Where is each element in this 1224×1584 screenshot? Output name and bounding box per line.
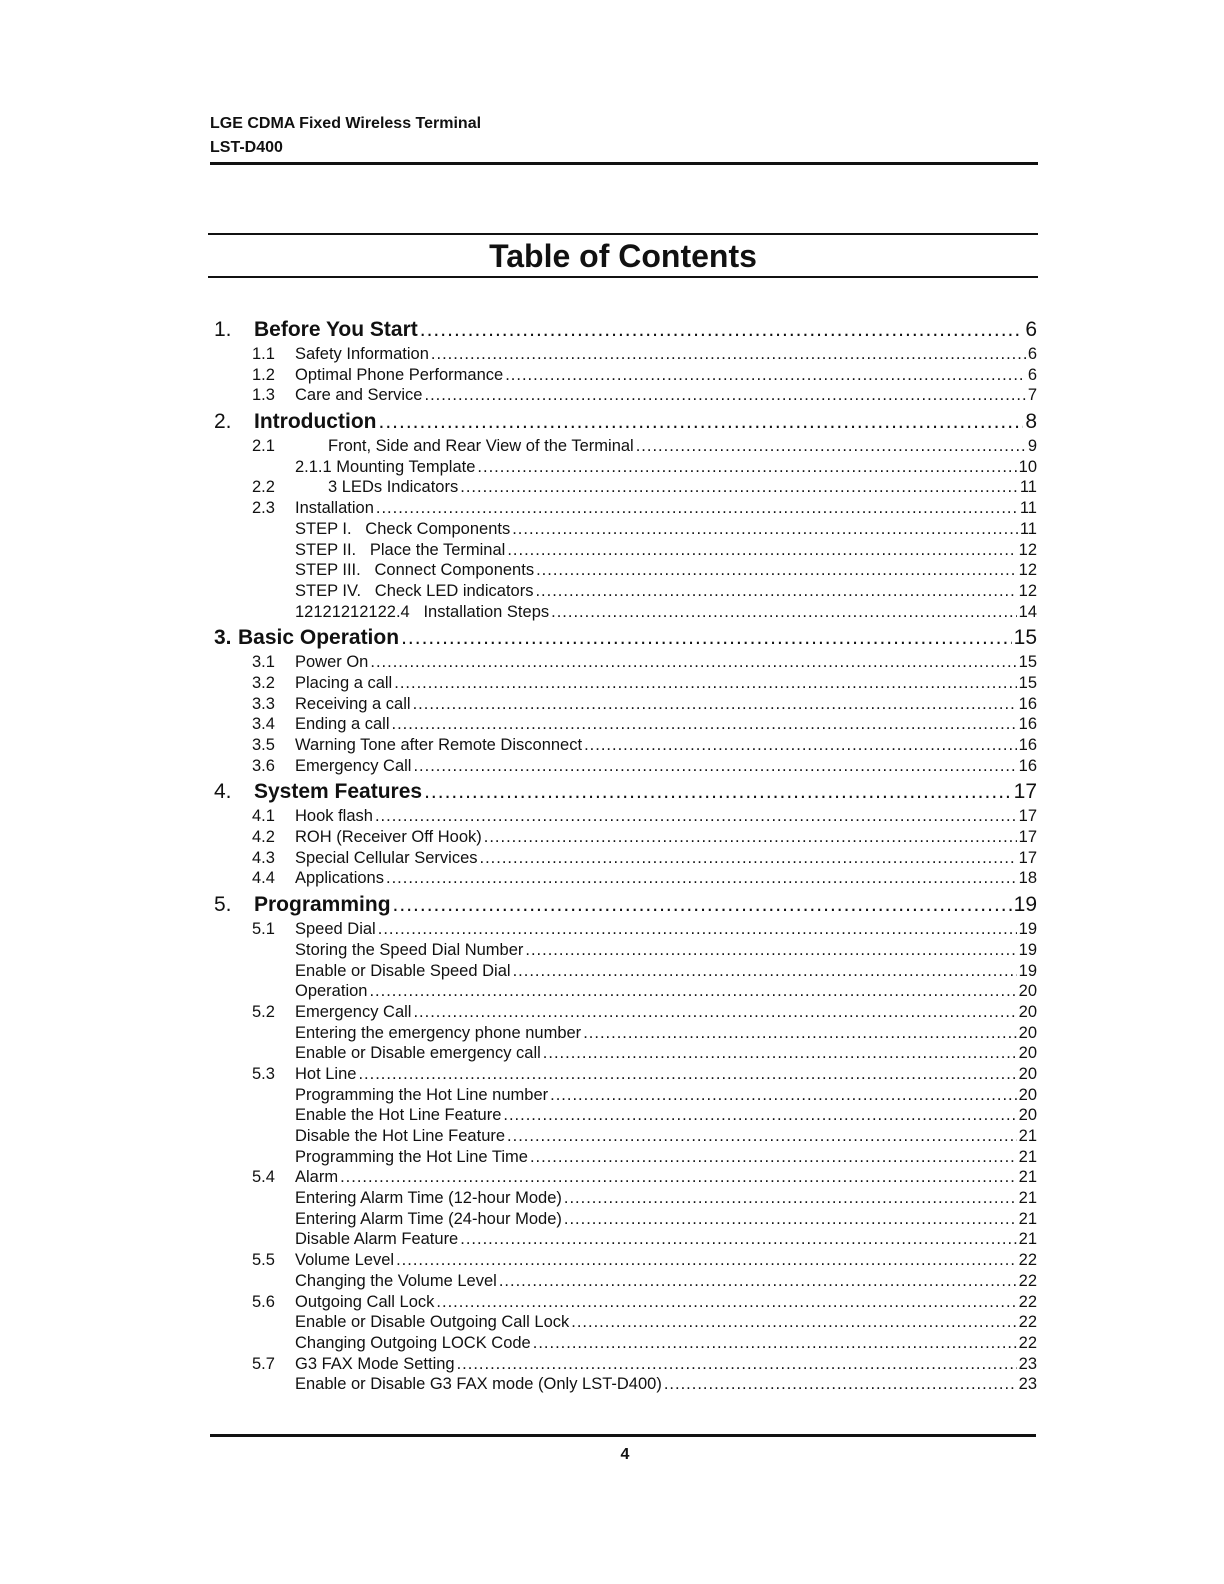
toc-leader-dots [424, 778, 1012, 806]
title-rule-top [208, 233, 1038, 235]
toc-page-number: 20 [1018, 1064, 1037, 1083]
toc-title: Ending a call [295, 715, 390, 734]
toc-entry [0, 519, 1224, 540]
toc-page-number: 23 [1018, 1354, 1037, 1373]
toc-title: Hot Line [295, 1064, 357, 1083]
toc-leader-dots [413, 756, 1016, 777]
toc-entry [0, 477, 1224, 498]
toc-title: Entering the emergency phone number [295, 1023, 582, 1042]
toc-page-number: 21 [1018, 1209, 1037, 1228]
toc-entry-line [295, 694, 1037, 715]
toc-page-number: 17 [1018, 807, 1037, 826]
toc-leader-dots [457, 1354, 1017, 1375]
toc-leader-dots [664, 1374, 1017, 1395]
toc-entry [0, 981, 1224, 1002]
toc-entry [0, 1023, 1224, 1044]
toc-entry [0, 1374, 1224, 1395]
toc-leader-dots [340, 1167, 1017, 1188]
toc-title: STEP I. Check Components [295, 519, 511, 538]
toc-title: Introduction [254, 410, 377, 434]
toc-title: Enable or Disable Speed Dial [295, 961, 511, 980]
toc-entry [0, 919, 1224, 940]
toc-leader-dots [391, 714, 1016, 735]
toc-title: Receiving a call [295, 694, 411, 713]
toc-title: Volume Level [295, 1251, 395, 1270]
toc-page-number: 17 [1018, 828, 1037, 847]
toc-title: 2.1.1 Mounting Template [295, 457, 476, 476]
toc-title: Disable Alarm Feature [295, 1230, 459, 1249]
toc-page-number: 16 [1018, 756, 1037, 775]
document-header [210, 112, 1038, 160]
toc-entry-line [295, 940, 1037, 961]
toc-title: Enable the Hot Line Feature [295, 1106, 502, 1125]
toc-leader-dots [507, 540, 1016, 561]
toc-entry [0, 1043, 1224, 1064]
toc-entry [0, 1105, 1224, 1126]
toc-page-number: 15 [1013, 626, 1037, 650]
toc-leader-dots [564, 1209, 1017, 1230]
toc-number: 2.1 [252, 437, 275, 456]
toc-entry [0, 940, 1224, 961]
toc-page-number: 21 [1018, 1127, 1037, 1145]
toc-title: Optimal Phone Performance [295, 365, 504, 384]
toc-entry-line [295, 1188, 1037, 1209]
toc-page-number: 12 [1018, 561, 1037, 580]
toc-page-number: 22 [1018, 1333, 1037, 1352]
toc-number: 3.3 [252, 694, 275, 713]
toc-entry-line [295, 1167, 1037, 1188]
toc-number: 4.3 [252, 848, 275, 867]
toc-entry-line [295, 1354, 1037, 1375]
toc-entry [0, 806, 1224, 827]
toc-title: Operation [295, 982, 368, 1001]
toc-page-number: 19 [1013, 893, 1037, 917]
toc-entry-line [295, 961, 1037, 982]
toc-section [0, 624, 1224, 652]
toc-leader-dots [564, 1188, 1017, 1209]
toc-entry [0, 961, 1224, 982]
toc-title: Basic Operation [238, 626, 400, 650]
toc-leader-dots [413, 1002, 1016, 1023]
toc-page-number: 21 [1018, 1168, 1037, 1187]
toc-title: Programming [254, 893, 391, 917]
toc-title: System Features [254, 780, 423, 804]
toc-page-number: 19 [1018, 940, 1037, 959]
toc-title: Programming the Hot Line Time [295, 1147, 528, 1166]
toc-title: ROH (Receiver Off Hook) [295, 828, 482, 847]
toc-entry-line [295, 519, 1037, 540]
toc-entry-line [295, 1209, 1037, 1230]
toc-entry [0, 673, 1224, 694]
toc-entry-line [295, 848, 1037, 869]
toc-entry [0, 498, 1224, 519]
toc-entry-line [295, 1292, 1037, 1313]
toc-entry [0, 652, 1224, 673]
toc-number: 4. [214, 780, 232, 804]
toc-page-number: 22 [1018, 1292, 1037, 1311]
toc-title: Alarm [295, 1168, 339, 1187]
toc-page-number: 15 [1018, 673, 1037, 692]
header-rule [210, 162, 1038, 165]
toc-entry-line [254, 316, 1037, 344]
toc-title: Care and Service [295, 386, 423, 405]
toc-title: 3 LEDs Indicators [328, 478, 459, 497]
toc-page-number: 16 [1018, 694, 1037, 713]
toc-entry [0, 1250, 1224, 1271]
toc-leader-dots [393, 891, 1012, 919]
toc-page-number: 7 [1027, 386, 1037, 405]
toc-page-number: 11 [1019, 478, 1037, 497]
toc-leader-dots [503, 1105, 1016, 1126]
toc-entry [0, 756, 1224, 777]
toc-title: STEP II. Place the Terminal [295, 540, 506, 559]
toc-leader-dots [424, 385, 1025, 406]
toc-leader-dots [484, 827, 1017, 848]
toc-entry [0, 540, 1224, 561]
toc-entry-line [295, 1105, 1037, 1126]
toc-entry-line [295, 1271, 1037, 1292]
toc-entry-line [295, 1250, 1037, 1271]
toc-entry-line [295, 1126, 1037, 1147]
toc-number: 1.1 [252, 345, 275, 363]
toc-entry-line [254, 408, 1037, 436]
toc-number: 5.5 [252, 1251, 275, 1270]
toc-entry [0, 457, 1224, 478]
toc-leader-dots [420, 316, 1024, 344]
toc-entry [0, 1312, 1224, 1333]
toc-number: 5.6 [252, 1292, 275, 1311]
toc-page-number: 21 [1018, 1230, 1037, 1249]
toc-entry [0, 1271, 1224, 1292]
toc-entry-line [295, 714, 1037, 735]
toc-number: 5.7 [252, 1354, 275, 1373]
footer-rule [210, 1434, 1036, 1437]
toc-entry-line [295, 385, 1037, 406]
toc-entry-line [295, 673, 1037, 694]
toc-entry-line [295, 540, 1037, 561]
toc-page-number: 20 [1018, 1106, 1037, 1125]
toc-number: 2.3 [252, 499, 275, 518]
toc-entry-line [238, 624, 1037, 652]
toc-leader-dots [378, 408, 1023, 436]
toc-entry-line [295, 1374, 1037, 1395]
toc-leader-dots [413, 694, 1017, 715]
toc-title: STEP III. Connect Components [295, 561, 535, 580]
toc-number: 3.1 [252, 653, 275, 672]
toc-title: Programming the Hot Line number [295, 1085, 549, 1104]
toc-entry-line [328, 477, 1037, 498]
toc-page-number: 22 [1018, 1271, 1037, 1290]
toc-page-number: 6 [1027, 365, 1037, 384]
toc-title: Changing the Volume Level [295, 1271, 497, 1290]
toc-entry-line [295, 1147, 1037, 1168]
toc-page-number: 19 [1018, 961, 1037, 980]
toc-title: Safety Information [295, 345, 429, 363]
toc-entry-line [295, 1043, 1037, 1064]
toc-title: Installation [295, 499, 374, 518]
toc-page-number: 20 [1018, 1023, 1037, 1042]
toc-entry-line [295, 1229, 1037, 1250]
toc-leader-dots [533, 1333, 1017, 1354]
toc-leader-dots [477, 457, 1016, 478]
toc-entry-line [295, 806, 1037, 827]
toc-title: Placing a call [295, 673, 393, 692]
toc-number: 4.4 [252, 869, 275, 888]
toc-entry [0, 385, 1224, 406]
toc-title: 12121212122.4 Installation Steps [295, 602, 550, 621]
toc-title: G3 FAX Mode Setting [295, 1354, 455, 1373]
toc-leader-dots [386, 868, 1017, 889]
toc-entry [0, 868, 1224, 889]
toc-page-number: 6 [1025, 318, 1037, 341]
toc-leader-dots [513, 961, 1017, 982]
toc-leader-dots [551, 602, 1017, 623]
toc-page-number: 12 [1018, 540, 1037, 559]
toc-number: 5. [214, 893, 232, 917]
toc-leader-dots [396, 1250, 1017, 1271]
toc-page-number: 20 [1018, 1085, 1037, 1104]
toc-page-number: 16 [1018, 715, 1037, 734]
toc-section [0, 316, 1224, 344]
toc-number: 3.6 [252, 756, 275, 775]
toc-entry-line [295, 919, 1037, 940]
toc-number: 1.3 [252, 386, 275, 405]
toc-leader-dots [536, 560, 1017, 581]
toc-leader-dots [375, 806, 1017, 827]
toc-page-number: 17 [1018, 848, 1037, 867]
table-of-contents [0, 314, 1224, 1395]
toc-number: 2. [214, 410, 232, 434]
toc-title: Enable or Disable G3 FAX mode (Only LST-D400) [295, 1375, 662, 1394]
toc-number: 1.2 [252, 365, 275, 384]
toc-entry [0, 344, 1224, 365]
toc-leader-dots [583, 1023, 1016, 1044]
toc-entry-line [295, 652, 1037, 673]
header-model: LST-D400 [210, 139, 283, 156]
toc-title: Entering Alarm Time (24-hour Mode) [295, 1209, 562, 1228]
page-title: Table of Contents [489, 238, 757, 274]
toc-entry [0, 581, 1224, 602]
toc-entry [0, 694, 1224, 715]
toc-entry [0, 1126, 1224, 1147]
toc-title: Outgoing Call Lock [295, 1292, 435, 1311]
toc-entry-line [295, 1023, 1037, 1044]
toc-page-number: 21 [1018, 1189, 1037, 1208]
toc-number: 4.2 [252, 828, 275, 847]
toc-title: Power On [295, 653, 369, 672]
toc-leader-dots [376, 498, 1018, 519]
toc-page-number: 20 [1018, 1002, 1037, 1021]
toc-entry [0, 602, 1224, 623]
footer-page-number: 4 [620, 1446, 630, 1463]
toc-page-number: 20 [1018, 982, 1037, 1001]
toc-page-number: 14 [1018, 602, 1037, 621]
toc-title: Hook flash [295, 807, 373, 826]
toc-entry-line [254, 778, 1037, 806]
toc-title: Changing Outgoing LOCK Code [295, 1333, 531, 1352]
toc-page-number: 23 [1018, 1375, 1037, 1394]
toc-title: Entering Alarm Time (12-hour Mode) [295, 1189, 562, 1208]
toc-entry-line [295, 1002, 1037, 1023]
toc-entry [0, 714, 1224, 735]
toc-entry-line [295, 498, 1037, 519]
toc-entry [0, 1064, 1224, 1085]
toc-title: Enable or Disable Outgoing Call Lock [295, 1313, 570, 1332]
toc-page-number: 12 [1018, 581, 1037, 600]
toc-page-number: 17 [1013, 780, 1037, 804]
toc-entry-line [295, 756, 1037, 777]
toc-leader-dots [636, 436, 1026, 457]
toc-page-number: 10 [1018, 457, 1037, 476]
toc-leader-dots [369, 981, 1016, 1002]
toc-page-number: 19 [1018, 920, 1037, 939]
toc-page-number: 6 [1027, 345, 1037, 363]
toc-title: Front, Side and Rear View of the Terminal [328, 437, 634, 456]
toc-leader-dots [480, 848, 1017, 869]
toc-section [0, 778, 1224, 806]
title-rule-bottom [208, 276, 1038, 278]
toc-number: 3.2 [252, 673, 275, 692]
toc-title: Special Cellular Services [295, 848, 478, 867]
toc-entry-line [295, 1064, 1037, 1085]
toc-number: 5.3 [252, 1064, 275, 1083]
toc-entry [0, 848, 1224, 869]
toc-entry-line [295, 1333, 1037, 1354]
toc-title: Applications [295, 869, 384, 888]
toc-leader-dots [499, 1271, 1017, 1292]
toc-entry-line [295, 581, 1037, 602]
toc-entry-line [295, 344, 1037, 365]
toc-entry [0, 1333, 1224, 1354]
toc-leader-dots [401, 624, 1012, 652]
toc-entry-line [295, 868, 1037, 889]
toc-entry-line [295, 1312, 1037, 1333]
toc-entry-line [295, 735, 1037, 756]
toc-leader-dots [512, 519, 1018, 540]
toc-leader-dots [394, 673, 1016, 694]
toc-entry [0, 1167, 1224, 1188]
toc-entry-line [295, 365, 1037, 386]
toc-title: Before You Start [254, 318, 418, 341]
toc-page-number: 22 [1018, 1251, 1037, 1270]
toc-entry [0, 436, 1224, 457]
toc-entry [0, 1147, 1224, 1168]
toc-entry [0, 1209, 1224, 1230]
toc-leader-dots [378, 919, 1017, 940]
toc-entry [0, 827, 1224, 848]
toc-leader-dots [460, 477, 1018, 498]
toc-number: 4.1 [252, 807, 275, 826]
toc-leader-dots [370, 652, 1016, 673]
toc-entry-line [295, 457, 1037, 478]
toc-leader-dots [535, 581, 1016, 602]
toc-entry [0, 1229, 1224, 1250]
toc-section [0, 408, 1224, 436]
toc-leader-dots [584, 735, 1017, 756]
toc-title: Storing the Speed Dial Number [295, 940, 524, 959]
toc-entry-line [295, 1085, 1037, 1106]
toc-number: 1. [214, 318, 232, 341]
toc-leader-dots [431, 344, 1026, 365]
toc-page-number: 11 [1019, 519, 1037, 538]
toc-number: 3.5 [252, 736, 275, 754]
toc-page-number: 21 [1018, 1147, 1037, 1166]
toc-page-number: 11 [1019, 499, 1037, 518]
toc-title: Emergency Call [295, 756, 412, 775]
toc-leader-dots [507, 1126, 1017, 1147]
toc-leader-dots [543, 1043, 1017, 1064]
toc-title: Emergency Call [295, 1002, 412, 1021]
toc-leader-dots [525, 940, 1016, 961]
toc-leader-dots [571, 1312, 1016, 1333]
toc-entry-line [295, 602, 1037, 623]
toc-number: 2.2 [252, 478, 275, 497]
toc-leader-dots [550, 1085, 1017, 1106]
toc-number: 5.2 [252, 1002, 275, 1021]
toc-page-number: 15 [1018, 653, 1037, 672]
toc-title: Speed Dial [295, 920, 376, 939]
toc-title: Warning Tone after Remote Disconnect [295, 736, 583, 754]
toc-entry [0, 735, 1224, 756]
toc-page-number: 22 [1018, 1313, 1037, 1332]
toc-leader-dots [358, 1064, 1016, 1085]
toc-leader-dots [436, 1292, 1016, 1313]
toc-entry-line [328, 436, 1037, 457]
toc-title: Enable or Disable emergency call [295, 1044, 541, 1063]
toc-entry-line [295, 981, 1037, 1002]
header-product-line: LGE CDMA Fixed Wireless Terminal [210, 115, 482, 132]
toc-entry [0, 560, 1224, 581]
toc-leader-dots [460, 1229, 1016, 1250]
toc-page-number: 9 [1027, 437, 1037, 456]
toc-page-number: 16 [1018, 736, 1037, 754]
toc-page-number: 20 [1018, 1044, 1037, 1063]
toc-entry [0, 1085, 1224, 1106]
toc-entry [0, 365, 1224, 386]
toc-entry [0, 1354, 1224, 1375]
toc-number: 3. [214, 626, 232, 650]
toc-number: 5.1 [252, 920, 275, 939]
toc-page-number: 8 [1025, 410, 1037, 434]
toc-page-number: 18 [1018, 869, 1037, 888]
toc-number: 3.4 [252, 715, 275, 734]
toc-leader-dots [530, 1147, 1017, 1168]
toc-entry-line [295, 827, 1037, 848]
toc-entry [0, 1292, 1224, 1313]
toc-entry [0, 1188, 1224, 1209]
toc-leader-dots [505, 365, 1026, 386]
toc-section [0, 891, 1224, 919]
toc-title: Disable the Hot Line Feature [295, 1127, 506, 1145]
toc-title: STEP IV. Check LED indicators [295, 581, 534, 600]
toc-number: 5.4 [252, 1168, 275, 1187]
toc-entry-line [295, 560, 1037, 581]
toc-entry [0, 1002, 1224, 1023]
toc-entry-line [254, 891, 1037, 919]
